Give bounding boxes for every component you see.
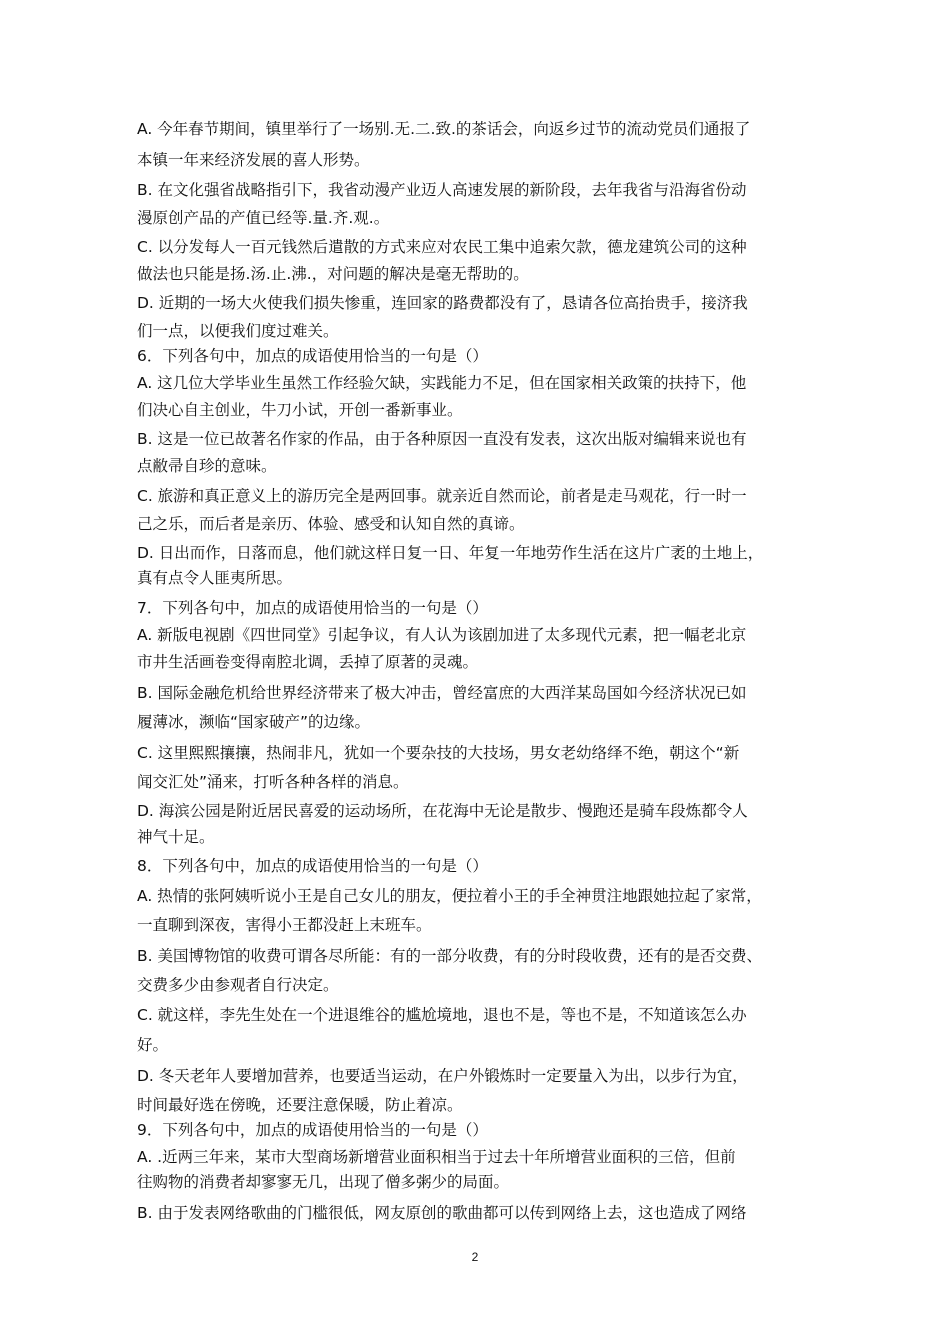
text-line: D. 日出而作，日落而息，他们就这样日复一日、年复一年地劳作生活在这片广袤的土地上，: [137, 544, 764, 562]
text-line: D. 海滨公园是附近居民喜爱的运动场所，在花海中无论是散步、慢跑还是骑车段炼都令人: [137, 802, 748, 820]
text-line: 一直聊到深夜，害得小王都没赶上末班车。: [137, 916, 432, 934]
text-line: A. 这几位大学毕业生虽然工作经验欠缺，实践能力不足，但在国家相关政策的扶持下，他: [137, 374, 747, 392]
text-line: 闻交汇处”涌来，打听各种各样的消息。: [137, 773, 409, 791]
text-line: B. 由于发表网络歌曲的门槛很低，网友原创的歌曲都可以传到网络上去，这也造成了网络: [137, 1204, 747, 1222]
text-line: 往购物的消费者却寥寥无几，出现了僧多粥少的局面。: [137, 1173, 510, 1191]
text-line: 神气十足。: [137, 828, 215, 846]
text-line: D. 近期的一场大火使我们损失惨重，连回家的路费都没有了，恳请各位高抬贵手，接济我: [137, 294, 748, 312]
text-line: C. 旅游和真正意义上的游历完全是两回事。就亲近自然而论，前者是走马观花，行一时一: [137, 487, 747, 505]
text-line: 真有点令人匪夷所思。: [137, 569, 293, 587]
text-line: 交费多少由参观者自行决定。: [137, 976, 339, 994]
text-line: 们一点，以便我们度过难关。: [137, 322, 339, 340]
text-line: 们决心自主创业，牛刀小试，开创一番新事业。: [137, 401, 463, 419]
text-line: A. 新版电视剧《四世同堂》引起争议，有人认为该剧加进了太多现代元素，把一幅老北京: [137, 626, 747, 644]
text-line: B. 国际金融危机给世界经济带来了极大冲击，曾经富庶的大西洋某岛国如今经济状况已如: [137, 684, 747, 702]
question-heading: 7．下列各句中，加点的成语使用恰当的一句是（）: [137, 599, 488, 617]
text-line: B. 美国博物馆的收费可谓各尽所能：有的一部分收费，有的分时段收费，还有的是否交费、: [137, 947, 762, 965]
text-line: B. 这是一位已故著名作家的作品，由于各种原因一直没有发表，这次出版对编辑来说也有: [137, 430, 747, 448]
text-line: 本镇一年来经济发展的喜人形势。: [137, 151, 370, 169]
question-heading: 8．下列各句中，加点的成语使用恰当的一句是（）: [137, 857, 488, 875]
text-line: A. 热情的张阿姨听说小王是自己女儿的朋友，便拉着小王的手全神贯注地跟她拉起了家常，: [137, 887, 762, 905]
text-line: 市井生活画卷变得南腔北调，丢掉了原著的灵魂。: [137, 653, 479, 671]
text-line: D. 冬天老年人要增加营养，也要适当运动，在户外锻炼时一定要量入为出，以步行为宜，: [137, 1067, 748, 1085]
question-heading: 9．下列各句中，加点的成语使用恰当的一句是（）: [137, 1121, 488, 1139]
text-line: C. 就这样，李先生处在一个进退维谷的尴尬境地，退也不是，等也不是，不知道该怎么办: [137, 1006, 747, 1024]
text-line: C. 这里熙熙攘攘，热闹非凡，犹如一个要杂技的大技场，男女老幼络绎不绝，朝这个“新: [137, 744, 740, 762]
text-line: 点敝帚自珍的意味。: [137, 457, 277, 475]
question-heading: 6．下列各句中，加点的成语使用恰当的一句是（）: [137, 347, 488, 365]
text-line: 时间最好选在傍晚，还要注意保暖，防止着凉。: [137, 1096, 463, 1114]
text-line: B. 在文化强省战略指引下，我省动漫产业迈人高速发展的新阶段，去年我省与沿海省份动: [137, 181, 747, 199]
text-line: 己之乐，而后者是亲历、体验、感受和认知自然的真谛。: [137, 515, 525, 533]
text-line: 好。: [137, 1036, 169, 1054]
text-line: 做法也只能是扬.汤.止.沸.，对问题的解决是毫无帮助的。: [137, 265, 529, 283]
text-line: 漫原创产品的产值已经等.量.齐.观.。: [137, 209, 390, 227]
text-line: A. .近两三年来，某市大型商场新增营业面积相当于过去十年所增营业面积的三倍，但前: [137, 1148, 736, 1166]
text-line: A. 今年春节期间，镇里举行了一场别.无.二.致.的茶话会，向返乡过节的流动党员们通报了: [137, 120, 751, 138]
text-line: 履薄冰，濒临“国家破产”的边缘。: [137, 713, 371, 731]
text-line: C. 以分发每人一百元钱然后遣散的方式来应对农民工集中追索欠款，德龙建筑公司的这种: [137, 238, 747, 256]
page-number: 2: [471, 1250, 479, 1264]
